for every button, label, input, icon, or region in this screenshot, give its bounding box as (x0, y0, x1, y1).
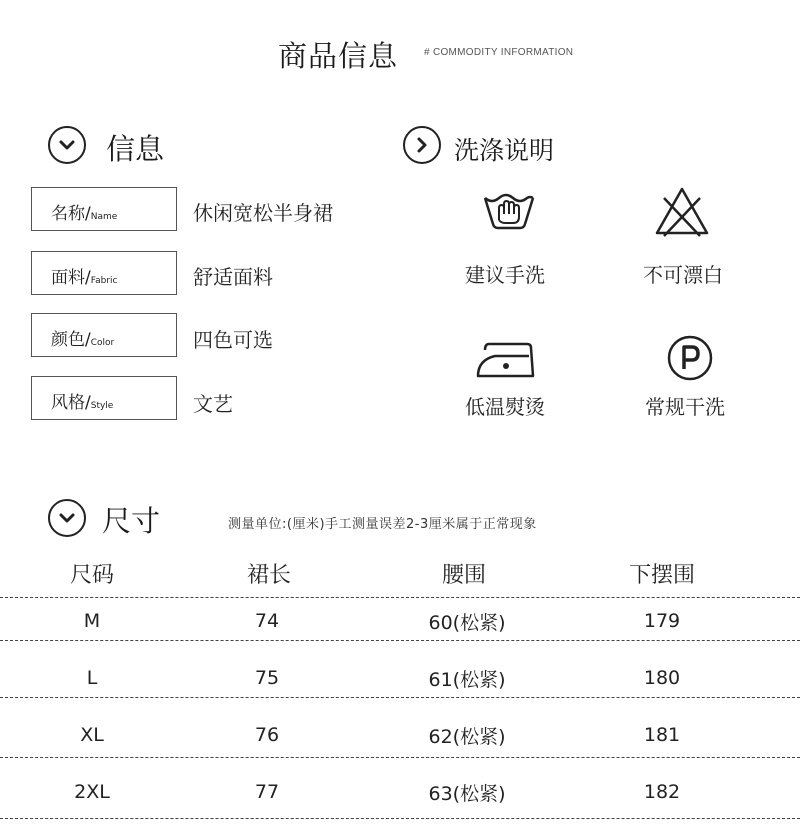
table-divider (0, 697, 800, 698)
table-divider (0, 597, 800, 598)
table-cell: 76 (254, 724, 280, 746)
size-section-title: 尺寸 (102, 504, 161, 538)
page-subtitle: # COMMODITY INFORMATION (424, 47, 574, 58)
measurement-note: 测量单位:(厘米)手工测量误差2-3厘米属于正常现象 (228, 517, 537, 532)
page-title: 商品信息 (278, 39, 399, 73)
table-cell: 181 (643, 724, 681, 746)
info-value-style: 文艺 (193, 392, 233, 416)
table-cell: M (83, 610, 101, 632)
care-label-hand-wash: 建议手洗 (465, 263, 545, 287)
table-cell: 182 (643, 781, 681, 803)
table-cell: 61(松紧) (428, 669, 506, 691)
table-cell: 63(松紧) (428, 783, 506, 805)
info-section-title: 信息 (106, 132, 165, 166)
care-label-dry-clean: 常规干洗 (645, 395, 725, 419)
chevron-down-icon (48, 126, 86, 164)
info-label-color: 颜色/Color (31, 313, 177, 357)
info-label-fabric: 面料/Fabric (31, 251, 177, 295)
table-cell: 75 (254, 667, 280, 689)
table-cell: 62(松紧) (428, 726, 506, 748)
info-value-fabric: 舒适面料 (193, 265, 273, 289)
table-cell: 74 (254, 610, 280, 632)
care-section-title: 洗涤说明 (454, 136, 555, 165)
hand-wash-icon (481, 186, 537, 234)
table-cell: 180 (643, 667, 681, 689)
table-divider (0, 757, 800, 758)
table-cell: L (86, 667, 98, 689)
info-label-name: 名称/Name (31, 187, 177, 231)
care-label-no-bleach: 不可漂白 (643, 263, 723, 287)
chevron-down-icon (48, 499, 86, 537)
table-cell: 2XL (74, 781, 110, 803)
info-label-style: 风格/Style (31, 376, 177, 420)
chevron-right-icon (403, 126, 441, 164)
table-divider (0, 818, 800, 819)
info-value-color: 四色可选 (193, 328, 273, 352)
table-cell: XL (80, 724, 104, 746)
info-value-name: 休闲宽松半身裙 (193, 201, 333, 225)
size-header-size: 尺码 (69, 563, 114, 588)
table-cell: 77 (254, 781, 280, 803)
table-divider (0, 640, 800, 641)
size-header-hem: 下摆围 (628, 563, 695, 588)
size-header-waist: 腰围 (441, 563, 486, 588)
care-label-low-iron: 低温熨烫 (465, 395, 545, 419)
table-cell: 60(松紧) (428, 612, 506, 634)
dry-clean-icon (666, 334, 714, 382)
low-iron-icon (475, 338, 537, 380)
table-cell: 179 (643, 610, 681, 632)
no-bleach-icon (654, 186, 710, 238)
size-header-length: 裙长 (246, 563, 291, 588)
